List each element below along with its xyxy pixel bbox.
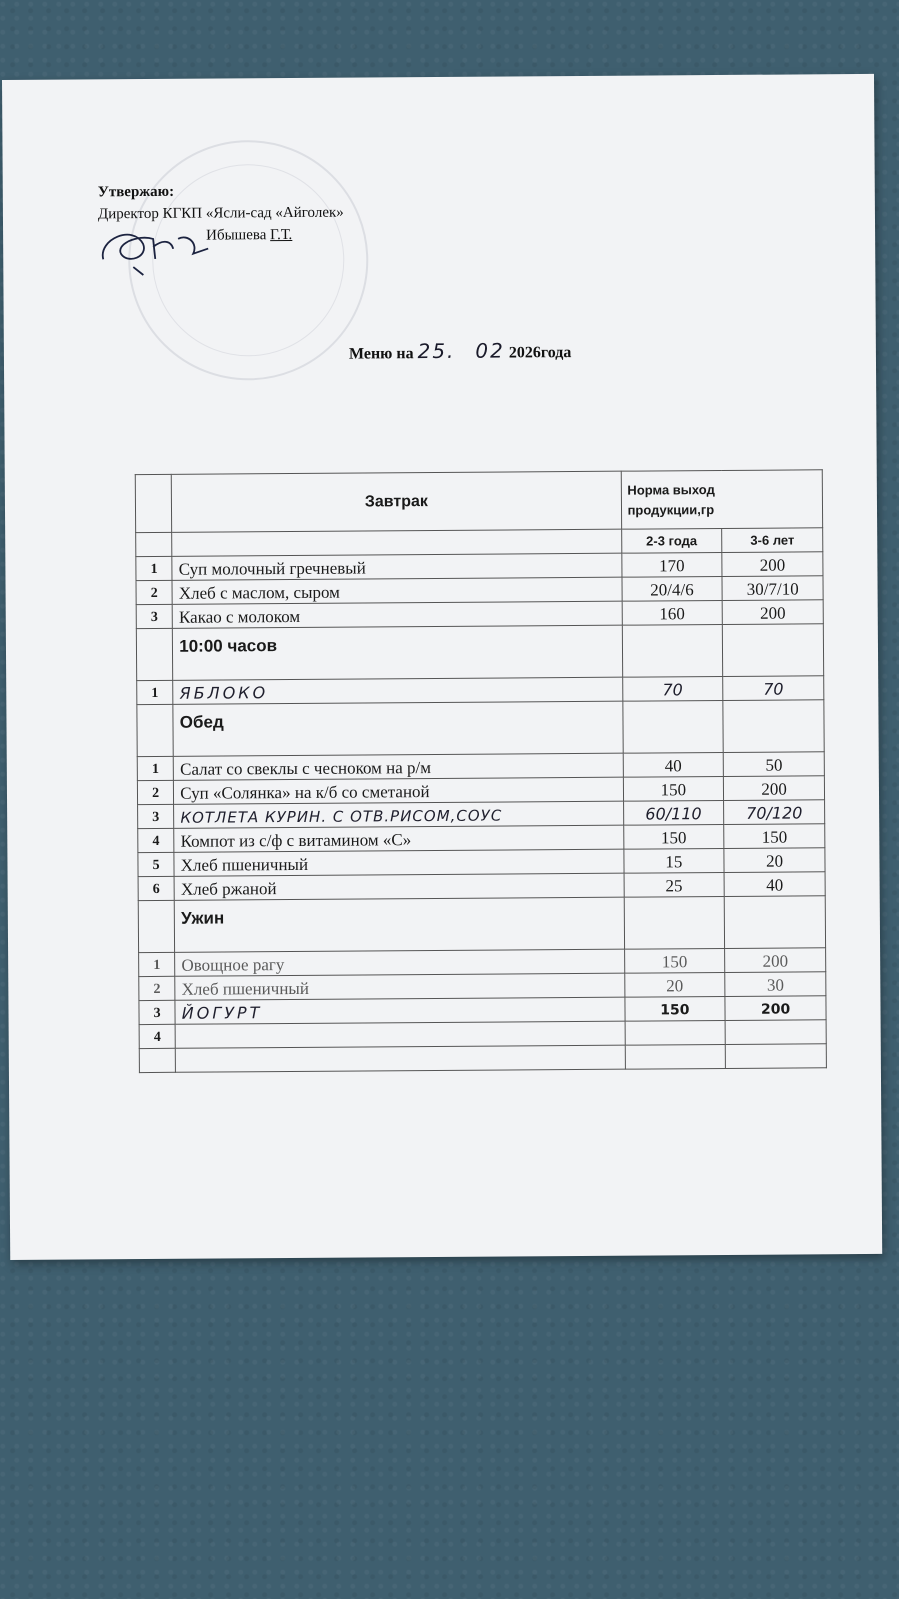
norm-header-line1: Норма выход bbox=[627, 481, 715, 498]
section-row-dinner bbox=[138, 896, 825, 953]
director-initials: Г.Т. bbox=[270, 226, 293, 244]
menu-sheet bbox=[2, 74, 882, 1260]
table-row: 2 Хлеб пшеничный 20 30 bbox=[139, 972, 826, 1001]
age-group-1: 2-3 года bbox=[621, 528, 722, 553]
table-row: 3 ЙОГУРТ 150 200 bbox=[139, 996, 826, 1025]
table-row: 1 Суп молочный гречневый 170 200 bbox=[136, 552, 823, 581]
approve-label: Утвержаю: bbox=[97, 183, 175, 201]
table-row: 1 Овощное рагу 150 200 bbox=[139, 948, 826, 977]
norm-header bbox=[621, 470, 823, 529]
table-header-row bbox=[135, 470, 822, 533]
table-row: 4 bbox=[139, 1020, 826, 1049]
title-suffix: года bbox=[540, 344, 572, 362]
table-row: 3 КОТЛЕТА КУРИН. С ОТВ.РИСОМ,СОУС 60/110 70/120 bbox=[138, 800, 825, 829]
table-row: 4 Компот из с/ф с витамином «С» 150 150 bbox=[138, 824, 825, 853]
table-row: 1 Салат со свеклы с чесноком на р/м 40 50 bbox=[137, 752, 824, 781]
breakfast-header: Завтрак bbox=[172, 471, 622, 532]
section-row-snack bbox=[136, 624, 823, 681]
table-row: 2 Суп «Солянка» на к/б со сметаной 150 200 bbox=[137, 776, 824, 805]
lunch-header: Обед bbox=[173, 701, 623, 756]
table-row: 1 ЯБЛОКО 70 70 bbox=[137, 676, 824, 705]
norm-header-line2: продукции,гр bbox=[627, 501, 715, 518]
table-row: 6 Хлеб ржаной 25 40 bbox=[138, 872, 825, 901]
title-prefix: Меню на bbox=[348, 345, 414, 363]
director-line: Директор КГКП «Ясли-сад «Айголек» bbox=[97, 204, 344, 223]
director-name-line bbox=[206, 224, 344, 247]
table-row: 3 Какао с молоком 160 200 bbox=[136, 600, 823, 629]
dinner-header: Ужин bbox=[174, 897, 624, 952]
table-row bbox=[139, 1044, 826, 1073]
age-group-2: 3-6 лет bbox=[722, 528, 823, 553]
director-name: Ибышева bbox=[206, 227, 267, 244]
snack-header: 10:00 часов bbox=[173, 625, 623, 680]
table-row: 2 Хлеб с маслом, сыром 20/4/6 30/7/10 bbox=[136, 576, 823, 605]
menu-table bbox=[135, 469, 827, 1073]
title-day: 25. bbox=[417, 338, 456, 364]
title-year: 2026 bbox=[508, 344, 541, 362]
menu-title bbox=[349, 338, 572, 364]
title-month: 02 bbox=[475, 338, 505, 363]
signature-icon bbox=[93, 218, 223, 279]
table-row: 5 Хлеб пшеничный 15 20 bbox=[138, 848, 825, 877]
section-row-lunch bbox=[137, 700, 824, 757]
